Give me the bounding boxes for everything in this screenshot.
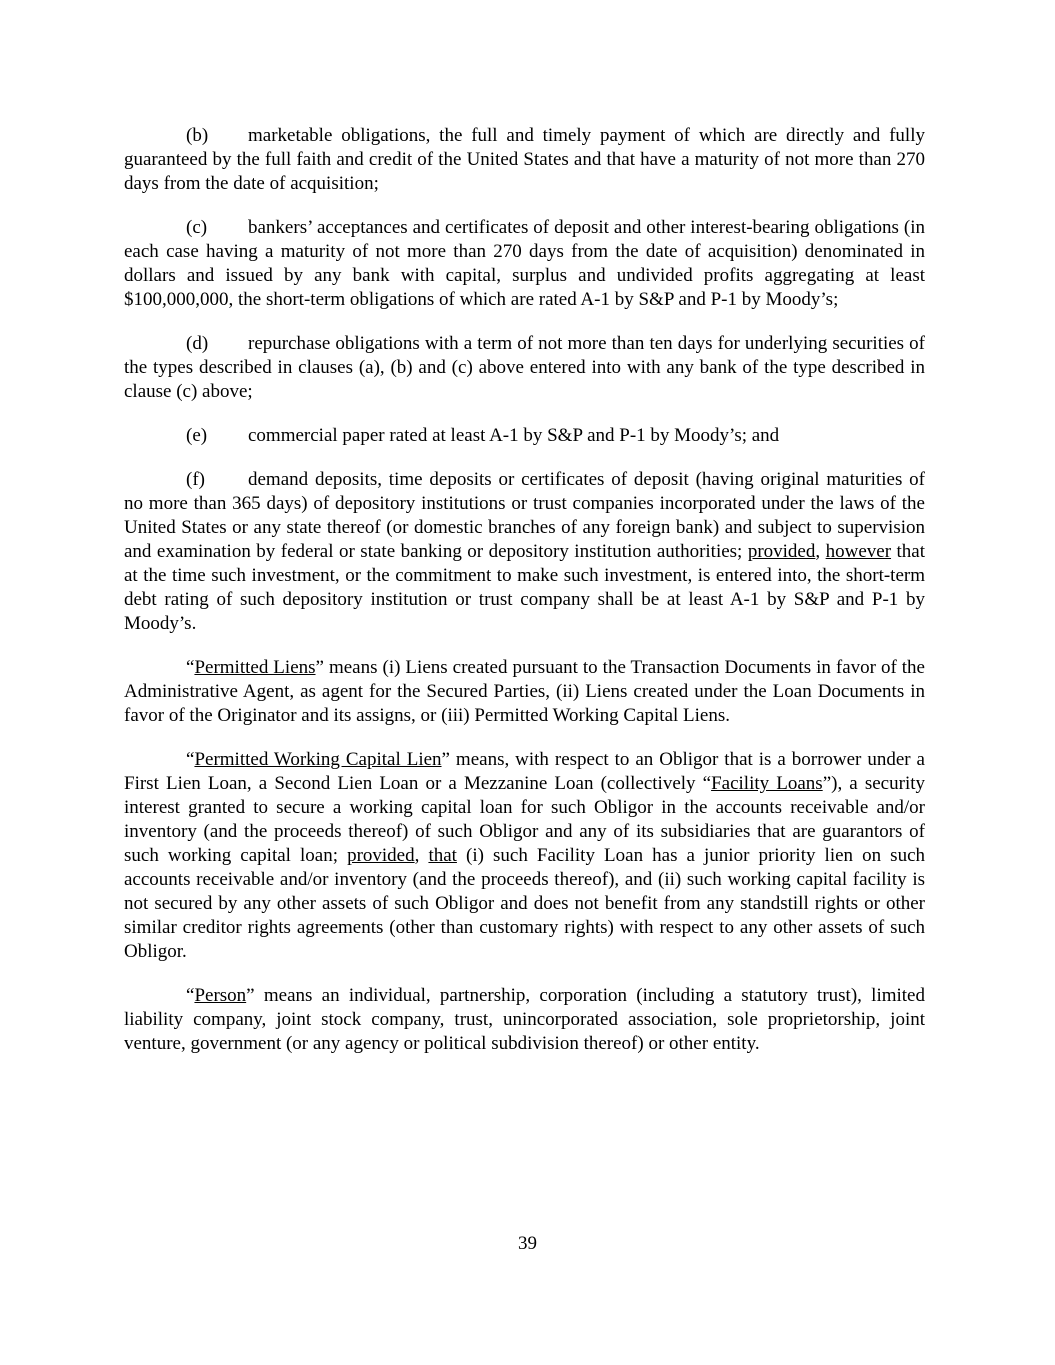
- definition-text: means an individual, partnership, corporation (including a statutory trust), limited liability company, joint stock company, trust, unincorporated association, sole proprietorship, joint venture, government (or any agency or political subdivision thereof) or other entity.: [124, 985, 925, 1054]
- clause-text: marketable obligations, the full and timely payment of which are directly and fully guaranteed by the full faith and credit of the United States and that have a maturity of not more than 270 days from the date of acquisition;: [124, 125, 925, 194]
- clause-text: repurchase obligations with a term of not more than ten days for underlying securities of the types described in clauses (a), (b) and (c) above entered into with any bank of the type described in clause (c) above;: [124, 333, 925, 402]
- clause-text: demand deposits, time deposits or certificates of deposit (having original maturities of no more than 365 days) of depository institutions or trust companies incorporated under the laws of the United States or any state thereof (or domestic branches of any foreign bank) and subject to supervision and examination by federal or state banking or depository institution authorities;: [124, 469, 925, 562]
- definition-text: means, with respect to an Obligor that is a borrower under a First Lien Loan, a Second Lien Loan or a Mezzanine Loan (collectively “: [124, 749, 925, 794]
- clause-label: (c): [186, 217, 208, 238]
- clause-label: (f): [186, 469, 205, 490]
- defined-term: Person: [194, 985, 247, 1006]
- definition-text: means (i) Liens created pursuant to the Transaction Documents in favor of the Administrative Agent, as agent for the Secured Parties, (ii) Liens created under the Loan Documents in favor of the Originator and its assigns, or (iii) Permitted Working Capital Liens.: [124, 657, 925, 726]
- clause-text: bankers’ acceptances and certificates of deposit and other interest-bearing obligations (in each case having a maturity of not more than 270 days from the date of acquisition) denominated in dollars and issued by any bank with capital, surplus and undivided profits aggregating at least $100,000,000, the short-term obligations of which are rated A-1 by S&P and P-1 by Moody’s;: [124, 217, 925, 310]
- clause-label: (e): [186, 425, 208, 446]
- clause-b: [124, 124, 925, 196]
- definition-permitted-liens: [124, 656, 925, 728]
- comma: ,: [414, 845, 429, 866]
- open-quote: “: [186, 985, 195, 1006]
- definition-permitted-working-capital-lien: [124, 748, 925, 964]
- close-quote: ”: [246, 985, 255, 1006]
- definition-text: ”), a security interest granted to secure a working capital loan for such Obligor in the accounts receivable and/or inventory (and the proceeds thereof) of such Obligor and any of its subsidiaries that are guarantors of such working capital loan;: [124, 773, 926, 866]
- page-number: 39: [518, 1233, 537, 1254]
- comma: ,: [815, 541, 826, 562]
- defined-term: Permitted Working Capital Lien: [194, 749, 442, 770]
- clause-text: commercial paper rated at least A-1 by S&P and P-1 by Moody’s; and: [248, 425, 780, 446]
- definition-person: [124, 984, 925, 1056]
- open-quote: “: [186, 657, 195, 678]
- that-term: that: [428, 845, 457, 866]
- however-term: however: [825, 541, 892, 562]
- clause-c: [124, 216, 925, 312]
- clause-e: [124, 424, 925, 448]
- clause-f: [124, 468, 925, 636]
- clause-label: (b): [186, 125, 209, 146]
- close-quote: ”: [441, 749, 450, 770]
- open-quote: “: [186, 749, 195, 770]
- close-quote: ”: [315, 657, 324, 678]
- defined-term: Permitted Liens: [194, 657, 316, 678]
- clause-text: that at the time such investment, or the commitment to make such investment, is entered into, the short-term debt rating of such depository institution or trust company shall be at least A-1 by S&P and P-1 by Moody’s.: [124, 541, 926, 634]
- provided-term: provided: [747, 541, 816, 562]
- provided-term: provided: [347, 845, 415, 866]
- facility-loans-term: Facility Loans: [711, 773, 823, 794]
- clause-label: (d): [186, 333, 209, 354]
- clause-d: [124, 332, 925, 404]
- document-page: [124, 124, 925, 1076]
- definition-text: (i) such Facility Loan has a junior priority lien on such accounts receivable and/or inventory (and the proceeds thereof), and (ii) such working capital facility is not secured by any other assets of such Obligor and does not benefit from any standstill rights or other similar creditor rights agreements (other than customary rights) with respect to any other assets of such Obligor.: [124, 845, 926, 962]
